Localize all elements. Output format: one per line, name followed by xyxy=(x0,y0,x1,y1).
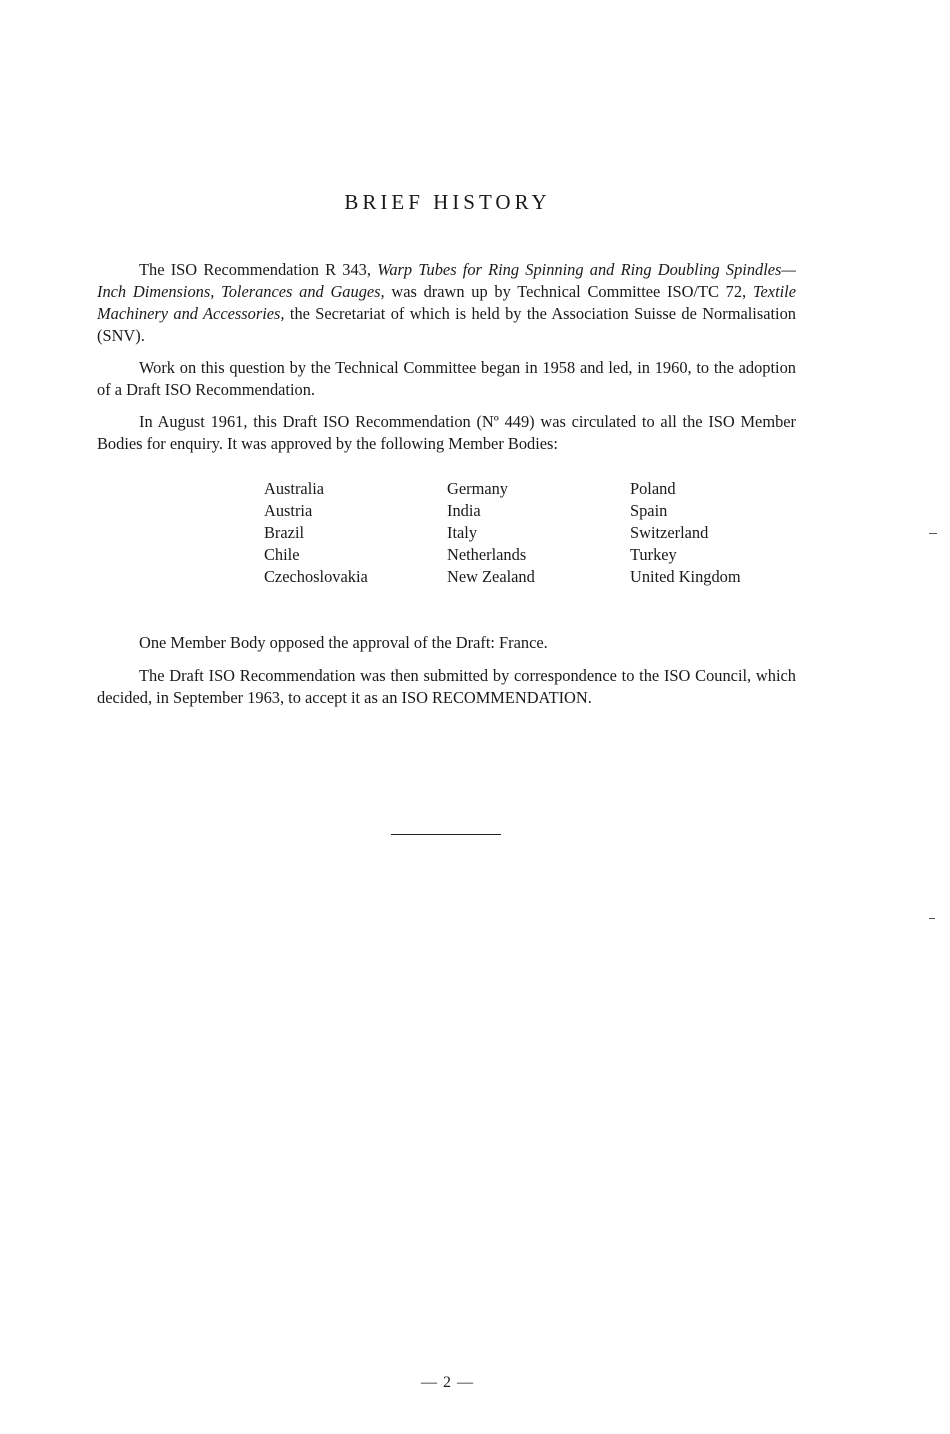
paragraph-decision xyxy=(97,665,796,709)
member-bodies-column-3 xyxy=(630,478,810,588)
member-body: Poland xyxy=(630,479,676,498)
member-body: Brazil xyxy=(264,523,305,542)
page-number: — 2 — xyxy=(421,1374,474,1391)
member-bodies-column-1 xyxy=(264,478,444,588)
paragraph-origin-text-c: was drawn up by Technical Committee ISO/TC 72, xyxy=(384,282,753,301)
member-body: Australia xyxy=(264,479,325,498)
member-body: New Zealand xyxy=(447,567,535,586)
paragraph-circulation xyxy=(97,411,796,455)
paragraph-opposition-text: One Member Body opposed the approval of the Draft: France. xyxy=(139,633,548,652)
member-body: Chile xyxy=(264,545,300,564)
member-body: Czechoslovakia xyxy=(264,567,368,586)
member-body: Netherlands xyxy=(447,545,527,564)
paragraph-circulation-text: In August 1961, this Draft ISO Recommendation (Nº 449) was circulated to all the ISO Member Bodies for enquiry. It was approved by the following Member Bodies: xyxy=(97,412,796,453)
section-divider xyxy=(391,834,501,835)
member-body: Spain xyxy=(630,501,668,520)
recommendation-title: Warp Tubes for Ring Spinning and Ring Doubling Spindles—Inch Dimensions, Tolerances and Gauges, xyxy=(97,260,796,301)
member-body: Austria xyxy=(264,501,313,520)
paragraph-origin xyxy=(97,259,796,347)
member-body: Turkey xyxy=(630,545,677,564)
margin-mark xyxy=(929,533,937,534)
paragraph-opposition xyxy=(97,632,796,654)
paragraph-work xyxy=(97,357,796,401)
paragraph-work-text: Work on this question by the Technical Committee began in 1958 and led, in 1960, to the adoption of a Draft ISO Recommendation. xyxy=(97,358,796,399)
committee-title: Textile Machinery and Accessories, xyxy=(97,282,797,323)
member-body: Germany xyxy=(447,479,508,498)
member-body: United Kingdom xyxy=(630,567,741,586)
member-bodies-column-2 xyxy=(447,478,627,588)
page-title: BRIEF HISTORY xyxy=(344,190,551,214)
member-body: Switzerland xyxy=(630,523,709,542)
member-body: Italy xyxy=(447,523,478,542)
paragraph-decision-text: The Draft ISO Recommendation was then submitted by correspondence to the ISO Council, which decided, in September 1963, to accept it as an ISO RECOMMENDATION. xyxy=(97,666,796,707)
margin-mark xyxy=(929,918,935,919)
member-body: India xyxy=(447,501,481,520)
paragraph-origin-text-a: The ISO Recommendation R 343, xyxy=(139,260,378,279)
paragraph-origin-text-e: the Secretariat of which is held by the Association Suisse de Normalisation (SNV). xyxy=(97,304,796,345)
